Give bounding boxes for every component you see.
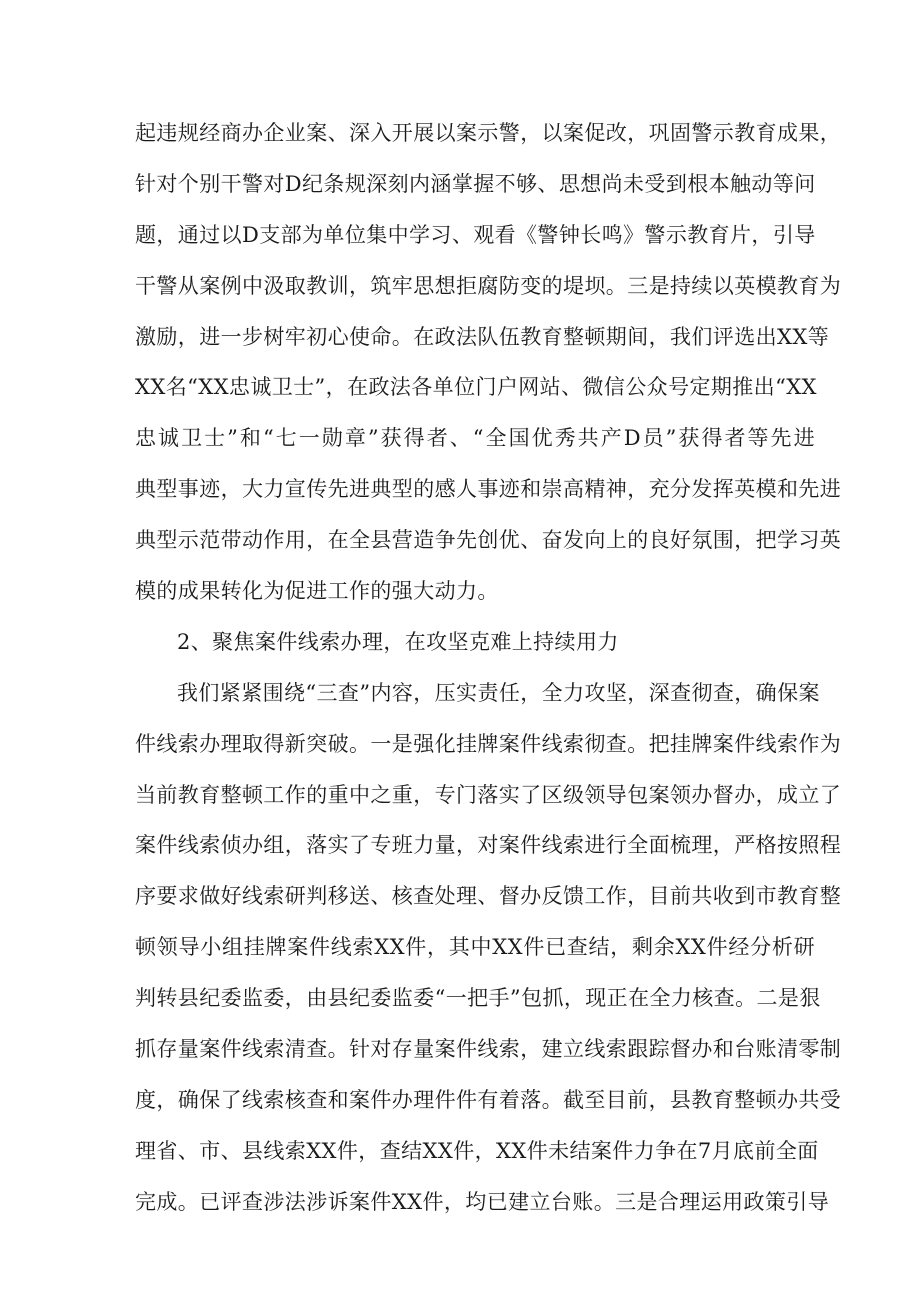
text-line: 件线索办理取得新突破。一是强化挂牌案件线索彻查。把挂牌案件线索作为 [135,731,842,756]
text-line: 我们紧紧围绕“三查”内容，压实责任，全力攻坚，深查彻查，确保案 [177,680,820,705]
text-line: 度，确保了线索核查和案件办理件件有着落。截至目前，县教育整顿办共受 [135,1087,842,1112]
text-line: 典型事迹，大力宣传先进典型的感人事迹和崇高精神，充分发挥英模和先进 [135,477,842,502]
text-line: 序要求做好线索研判移送、核查处理、督办反馈工作，目前共收到市教育整 [135,884,842,909]
text-line: 针对个别干警对D纪条规深刻内涵掌握不够、思想尚未受到根本触动等问 [135,171,816,196]
text-line: 判转县纪委监委，由县纪委监委“一把手”包抓，现正在全力核查。二是狠 [135,986,821,1011]
text-line: 抓存量案件线索清查。针对存量案件线索，建立线索跟踪督办和台账清零制 [135,1037,842,1062]
paragraph-2 [135,668,842,1228]
body-text [135,108,842,1228]
text-line: 干警从案例中汲取教训，筑牢思想拒腐防变的堤坝。三是持续以英模教育为 [135,273,842,298]
text-line: 顿领导小组挂牌案件线索XX件，其中XX件已查结，剩余XX件经分析研 [135,935,815,960]
text-line: 激励，进一步树牢初心使命。在政法队伍教育整顿期间，我们评选出XX等 [135,324,830,349]
text-line: 完成。已评查涉法涉诉案件XX件，均已建立台账。三是合理运用政策引导 [135,1189,830,1214]
paragraph-1 [135,108,842,617]
text-line: 忠诚卫士”和“七一勋章”获得者、“全国优秀共产D员”获得者等先进 [135,426,815,451]
text-line: 起违规经商办企业案、深入开展以案示警，以案促改，巩固警示教育成果， [135,121,842,145]
text-line: 典型示范带动作用，在全县营造争先创优、奋发向上的良好氛围，把学习英 [135,528,842,553]
text-line: 案件线索侦办组，落实了专班力量，对案件线索进行全面梳理，严格按照程 [135,833,842,858]
text-line: XX名“XX忠诚卫士”，在政法各单位门户网站、微信公众号定期推出“XX [135,375,817,400]
text-line: 理省、市、县线索XX件，查结XX件，XX件未结案件力争在7月底前全面 [135,1138,819,1163]
text-line: 模的成果转化为促进工作的强大动力。 [135,579,499,604]
text-line: 题，通过以D支部为单位集中学习、观看《警钟长鸣》警示教育片，引导 [135,222,816,247]
text-line: 当前教育整顿工作的重中之重，专门落实了区级领导包案领办督办，成立了 [135,782,842,807]
section-heading [135,617,815,668]
heading-text: 2、聚焦案件线索办理，在攻坚克难上持续用力 [177,629,619,654]
